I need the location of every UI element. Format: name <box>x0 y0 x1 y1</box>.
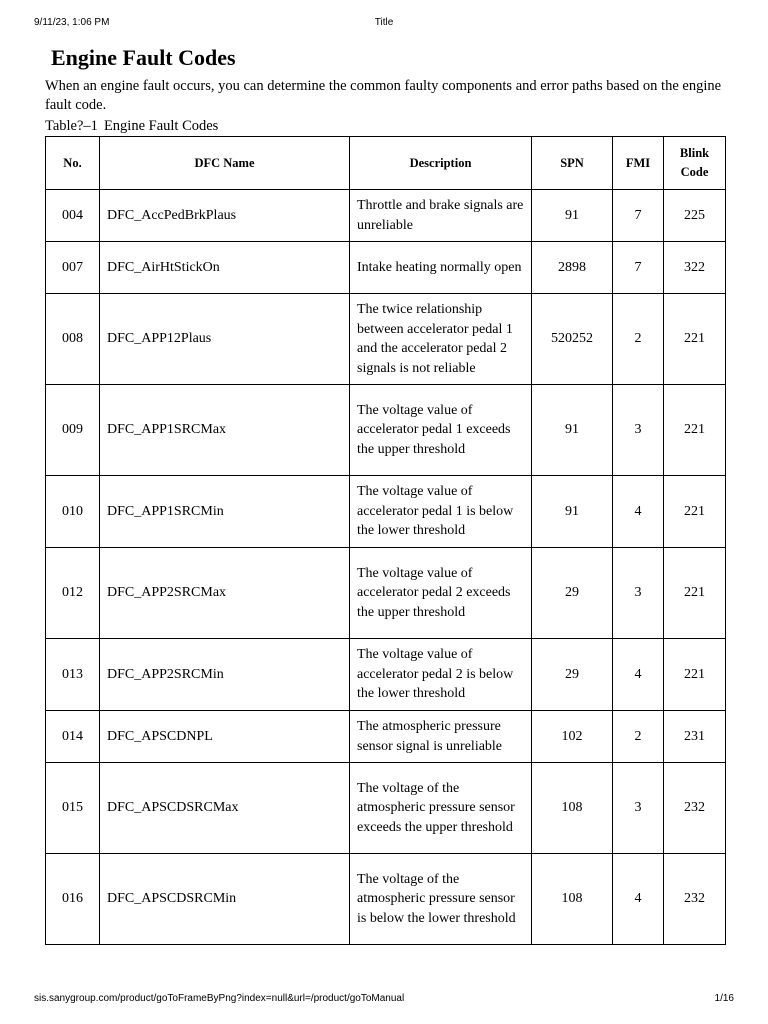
cell-no: 014 <box>46 711 100 763</box>
cell-dfc-name: DFC_APSCDSRCMin <box>100 854 350 945</box>
cell-description: The voltage of the atmospheric pressure sensor exceeds the upper threshold <box>350 763 532 854</box>
cell-description: The twice relationship between accelerator pedal 1 and the accelerator pedal 2 signals is not reliable <box>350 294 532 385</box>
cell-no: 012 <box>46 548 100 639</box>
cell-blink-code: 232 <box>664 854 726 945</box>
header-fmi: FMI <box>613 137 664 190</box>
cell-description: The atmospheric pressure sensor signal is unreliable <box>350 711 532 763</box>
cell-description: The voltage value of accelerator pedal 1 is below the lower threshold <box>350 476 532 548</box>
table-row <box>46 639 726 711</box>
cell-spn: 29 <box>532 639 613 711</box>
cell-spn: 108 <box>532 763 613 854</box>
print-date: 9/11/23, 1:06 PM <box>34 17 110 28</box>
cell-blink-code: 231 <box>664 711 726 763</box>
table-row <box>46 242 726 294</box>
cell-no: 009 <box>46 385 100 476</box>
print-footer <box>34 993 734 1007</box>
cell-blink-code: 221 <box>664 548 726 639</box>
cell-fmi: 7 <box>613 242 664 294</box>
print-header <box>34 17 734 31</box>
cell-blink-code: 221 <box>664 639 726 711</box>
table-row <box>46 763 726 854</box>
cell-dfc-name: DFC_APSCDSRCMax <box>100 763 350 854</box>
cell-dfc-name: DFC_APP2SRCMax <box>100 548 350 639</box>
cell-spn: 102 <box>532 711 613 763</box>
cell-fmi: 4 <box>613 476 664 548</box>
cell-blink-code: 221 <box>664 476 726 548</box>
table-label: Table?–1 <box>45 118 98 134</box>
cell-spn: 91 <box>532 385 613 476</box>
table-row <box>46 711 726 763</box>
cell-dfc-name: DFC_APP2SRCMin <box>100 639 350 711</box>
header-spn: SPN <box>532 137 613 190</box>
cell-description: Intake heating normally open <box>350 242 532 294</box>
cell-spn: 91 <box>532 190 613 242</box>
cell-description: The voltage of the atmospheric pressure sensor is below the lower threshold <box>350 854 532 945</box>
cell-spn: 91 <box>532 476 613 548</box>
header-blink-line1: Blink <box>679 146 710 160</box>
header-no: No. <box>46 137 100 190</box>
header-description: Description <box>350 137 532 190</box>
cell-dfc-name: DFC_APP1SRCMax <box>100 385 350 476</box>
page-heading: Engine Fault Codes <box>51 45 236 70</box>
cell-fmi: 3 <box>613 763 664 854</box>
intro-paragraph: When an engine fault occurs, you can determine the common faulty components and error paths based on the engine fault code. <box>45 78 722 113</box>
cell-dfc-name: DFC_APSCDNPL <box>100 711 350 763</box>
cell-description: The voltage value of accelerator pedal 2 exceeds the upper threshold <box>350 548 532 639</box>
cell-fmi: 4 <box>613 639 664 711</box>
cell-dfc-name: DFC_AirHtStickOn <box>100 242 350 294</box>
cell-spn: 29 <box>532 548 613 639</box>
print-url: sis.sanygroup.com/product/goToFrameByPng?index=null&url=/product/goToManual <box>34 993 405 1004</box>
cell-fmi: 3 <box>613 548 664 639</box>
cell-blink-code: 221 <box>664 385 726 476</box>
cell-no: 013 <box>46 639 100 711</box>
cell-no: 008 <box>46 294 100 385</box>
table-row <box>46 190 726 242</box>
cell-description: The voltage value of accelerator pedal 1 exceeds the upper threshold <box>350 385 532 476</box>
table-row <box>46 476 726 548</box>
header-blink-line2: Code <box>680 165 709 179</box>
table-row <box>46 854 726 945</box>
cell-no: 007 <box>46 242 100 294</box>
cell-no: 004 <box>46 190 100 242</box>
table-header-row <box>46 137 726 190</box>
cell-blink-code: 225 <box>664 190 726 242</box>
cell-no: 015 <box>46 763 100 854</box>
table-row <box>46 385 726 476</box>
cell-description: Throttle and brake signals are unreliable <box>350 190 532 242</box>
table-title: Engine Fault Codes <box>103 118 219 134</box>
table-row <box>46 548 726 639</box>
cell-spn: 520252 <box>532 294 613 385</box>
table-caption <box>45 117 218 135</box>
cell-spn: 108 <box>532 854 613 945</box>
cell-no: 010 <box>46 476 100 548</box>
page-number: 1/16 <box>714 993 734 1004</box>
fault-code-table <box>45 136 726 945</box>
cell-fmi: 3 <box>613 385 664 476</box>
cell-fmi: 2 <box>613 711 664 763</box>
cell-blink-code: 221 <box>664 294 726 385</box>
table-row <box>46 294 726 385</box>
cell-no: 016 <box>46 854 100 945</box>
cell-blink-code: 232 <box>664 763 726 854</box>
cell-fmi: 7 <box>613 190 664 242</box>
header-dfc-name: DFC Name <box>100 137 350 190</box>
cell-dfc-name: DFC_APP12Plaus <box>100 294 350 385</box>
cell-fmi: 2 <box>613 294 664 385</box>
print-title: Title <box>374 17 394 28</box>
header-blink-code <box>664 137 726 190</box>
cell-blink-code: 322 <box>664 242 726 294</box>
cell-dfc-name: DFC_APP1SRCMin <box>100 476 350 548</box>
cell-spn: 2898 <box>532 242 613 294</box>
cell-description: The voltage value of accelerator pedal 2 is below the lower threshold <box>350 639 532 711</box>
cell-dfc-name: DFC_AccPedBrkPlaus <box>100 190 350 242</box>
cell-fmi: 4 <box>613 854 664 945</box>
